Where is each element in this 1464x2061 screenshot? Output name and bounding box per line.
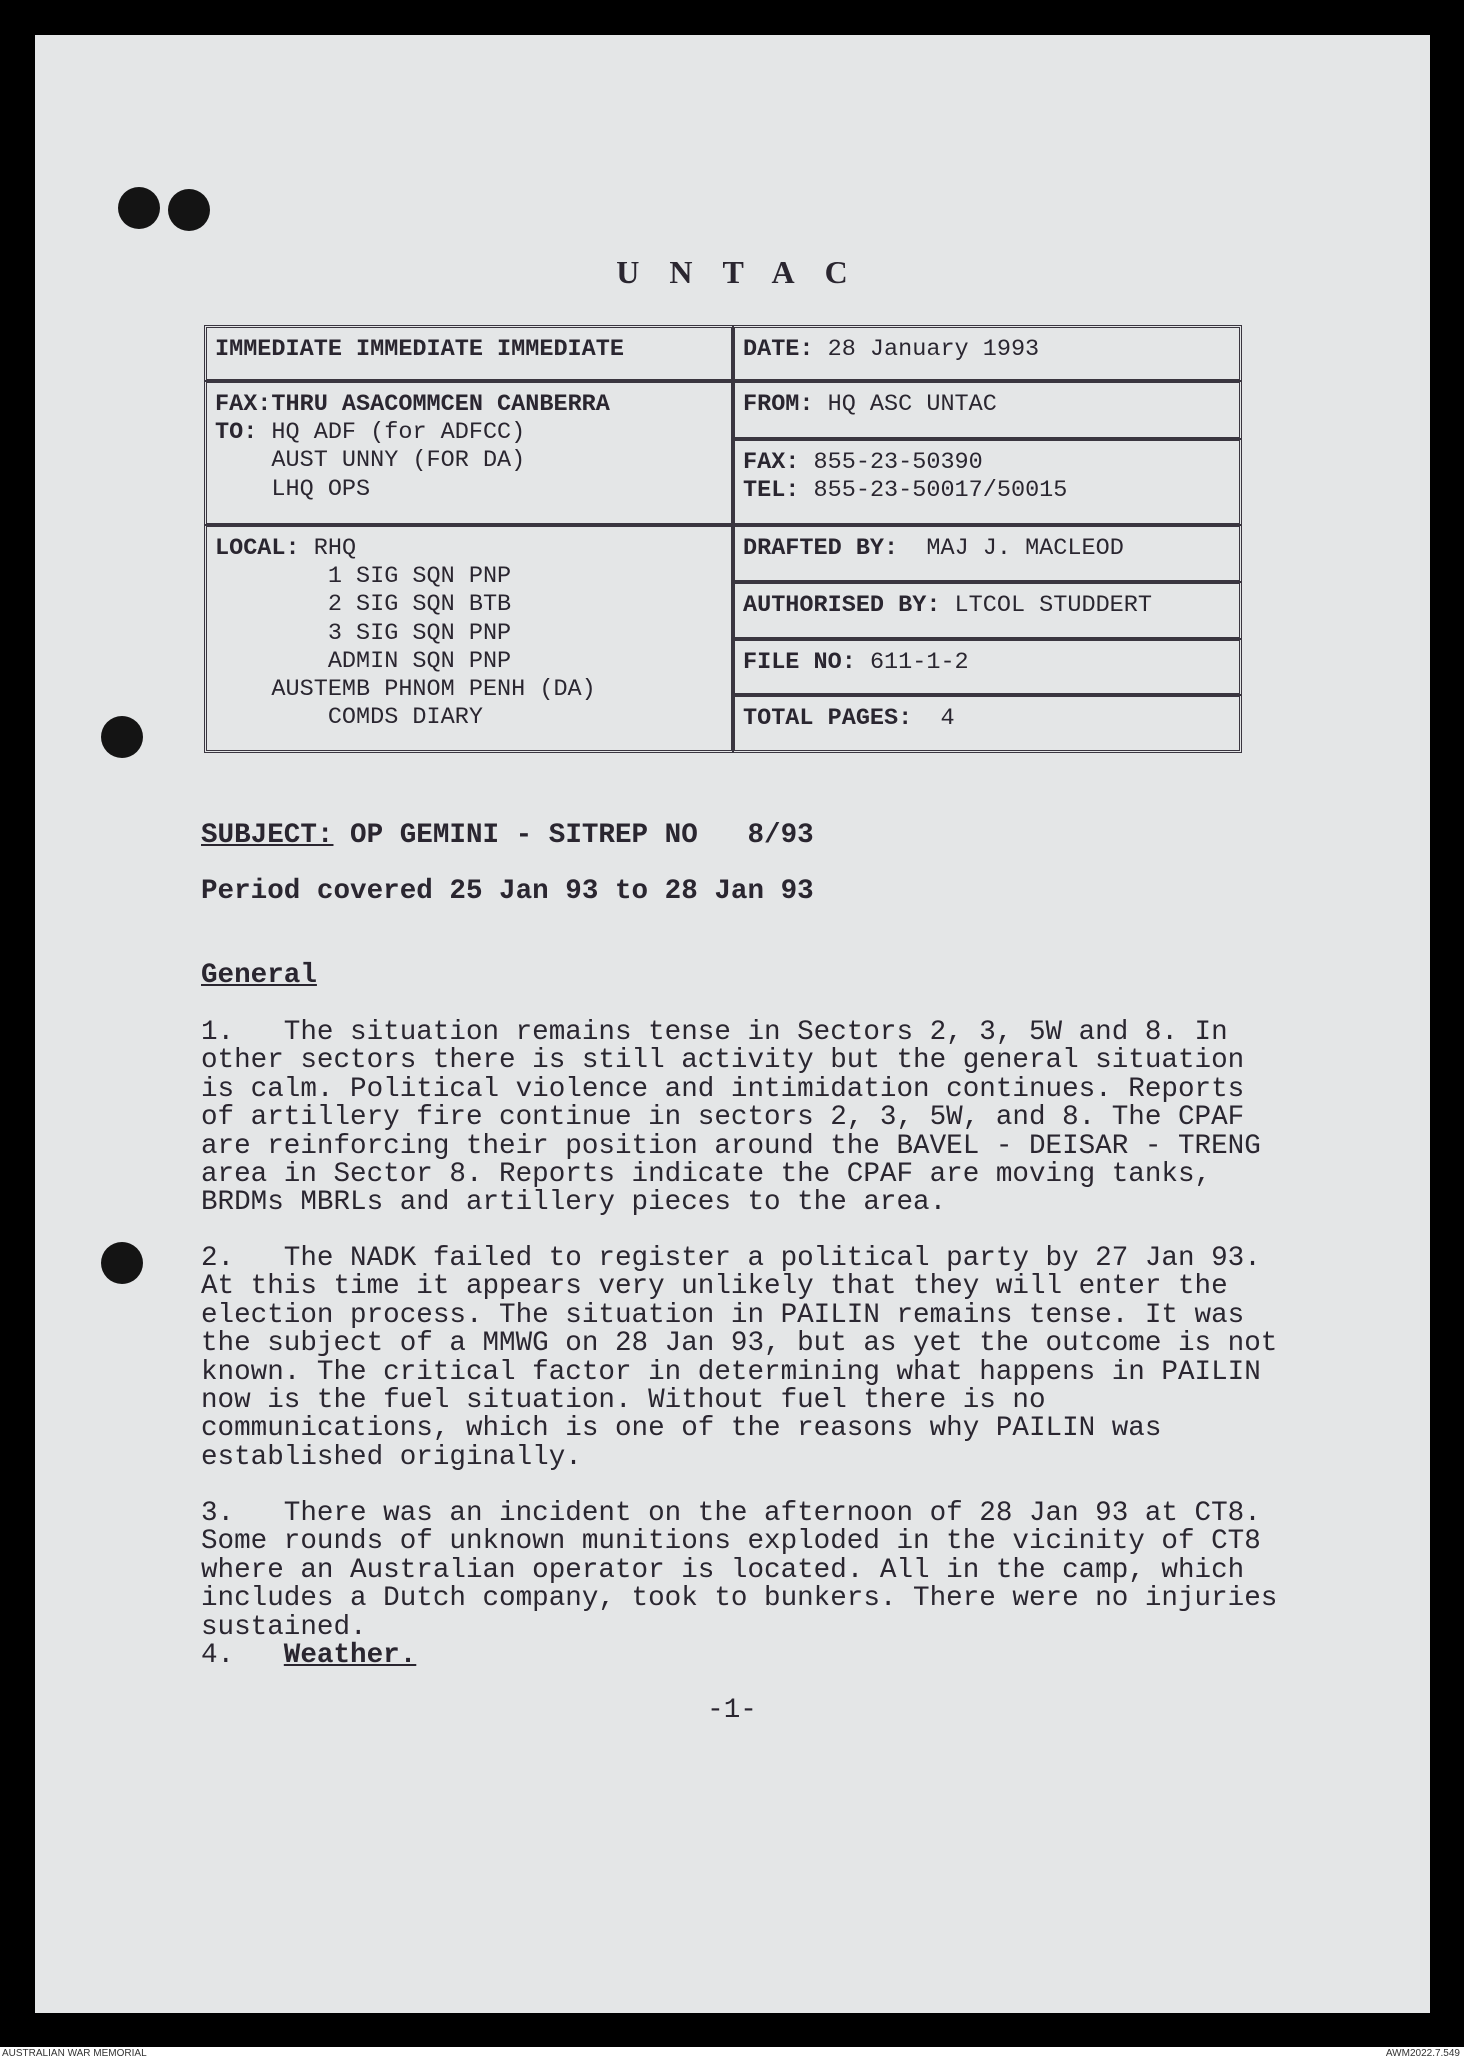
punch-hole bbox=[168, 189, 210, 231]
date-cell bbox=[732, 325, 1242, 382]
authorised-cell bbox=[732, 581, 1242, 640]
period-covered: Period covered 25 Jan 93 to 28 Jan 93 bbox=[201, 876, 814, 907]
paragraph-2: 2. The NADK failed to register a political party by 27 Jan 93. At this time it appears very unlikely that they will enter the election process. The situation in PAILIN remains tense. It was the subject of a MMWG on 28 Jan 93, but as yet the outcome is not known. The critical factor in determining what happens in PAILIN now is the fuel situation. Without fuel there is no communications, which is one of the reasons why PAILIN was established originally. bbox=[201, 1243, 1278, 1473]
pages-value: 4 bbox=[940, 705, 955, 732]
drafted-value: MAJ J. MACLEOD bbox=[926, 535, 1124, 562]
priority-text: IMMEDIATE IMMEDIATE IMMEDIATE bbox=[215, 336, 624, 363]
local-line: AUSTEMB PHNOM PENH (DA) bbox=[215, 676, 596, 704]
punch-hole bbox=[101, 1242, 143, 1284]
pages-cell bbox=[732, 694, 1242, 753]
from-label: FROM: bbox=[743, 391, 814, 418]
drafted-label: DRAFTED BY: bbox=[743, 535, 899, 562]
paragraph-number: 4. bbox=[201, 1640, 284, 1671]
page-number: -1- bbox=[707, 1695, 757, 1726]
to-label: TO: bbox=[215, 419, 258, 447]
date-value: 28 January 1993 bbox=[827, 336, 1040, 363]
punch-hole bbox=[101, 716, 143, 758]
date-label: DATE: bbox=[743, 336, 814, 363]
subject-line bbox=[201, 822, 814, 850]
fax-label: FAX: bbox=[215, 391, 272, 418]
from-cell bbox=[732, 380, 1242, 440]
addressee-cell bbox=[204, 380, 734, 526]
general-heading: General bbox=[201, 960, 317, 991]
authorised-label: AUTHORISED BY: bbox=[743, 592, 941, 619]
paragraph-4 bbox=[201, 1642, 416, 1670]
to-line: HQ ADF (for ADFCC) bbox=[271, 419, 526, 447]
from-value: HQ ASC UNTAC bbox=[827, 391, 997, 418]
local-cell bbox=[204, 524, 734, 753]
punch-hole bbox=[118, 187, 160, 229]
subject-label: SUBJECT: bbox=[201, 820, 334, 851]
paragraph-1: 1. The situation remains tense in Sectors 2, 3, 5W and 8. In other sectors there is still activity but the general situation is calm. Political violence and intimidation continues. Reports of artillery fire continue in sectors 2, 3, 5W, and 8. The CPAF are reinforcing their position around the BAVEL - DEISAR - TRENG area in Sector 8. Reports indicate the CPAF are moving tanks, BRDMs MBRLs and artillery pieces to the area. bbox=[201, 1017, 1261, 1219]
local-line: ADMIN SQN PNP bbox=[215, 647, 512, 675]
file-value: 611-1-2 bbox=[869, 649, 969, 676]
file-label: FILE NO: bbox=[743, 649, 856, 676]
local-label: LOCAL: bbox=[215, 535, 300, 562]
weather-heading: Weather. bbox=[283, 1640, 417, 1671]
local-line: RHQ bbox=[313, 535, 357, 562]
local-line: 2 SIG SQN BTB bbox=[215, 591, 512, 619]
local-line: COMDS DIARY bbox=[215, 704, 483, 732]
tel-label: TEL: bbox=[743, 477, 800, 505]
pages-label: TOTAL PAGES: bbox=[743, 705, 913, 732]
archive-footer bbox=[0, 2047, 1464, 2061]
local-line: 3 SIG SQN PNP bbox=[215, 619, 512, 647]
to-line: AUST UNNY (FOR DA) bbox=[215, 447, 526, 475]
fax-route: THRU ASACOMMCEN CANBERRA bbox=[271, 391, 610, 418]
fax-number-label: FAX: bbox=[743, 449, 800, 476]
file-cell bbox=[732, 638, 1242, 696]
archive-name: AUSTRALIAN WAR MEMORIAL bbox=[2, 2048, 147, 2059]
tel-number: 855-23-50017/50015 bbox=[813, 477, 1068, 505]
priority-cell bbox=[204, 325, 734, 382]
paragraph-3: 3. There was an incident on the afternoon of 28 Jan 93 at CT8. Some rounds of unknown munitions exploded in the vicinity of CT8 where an Australian operator is located. All in the camp, which includes a Dutch company, took to bunkers. There were no injuries sustained. bbox=[201, 1498, 1278, 1643]
to-line: LHQ OPS bbox=[215, 475, 371, 503]
document-title: UNTAC bbox=[616, 254, 878, 290]
fax-number: 855-23-50390 bbox=[813, 449, 983, 476]
archive-reference: AWM2022.7.549 bbox=[1385, 2048, 1460, 2059]
drafted-cell bbox=[732, 524, 1242, 583]
local-line: 1 SIG SQN PNP bbox=[215, 563, 512, 591]
authorised-value: LTCOL STUDDERT bbox=[954, 592, 1152, 619]
contact-cell bbox=[732, 438, 1242, 526]
subject-value: OP GEMINI - SITREP NO 8/93 bbox=[350, 820, 814, 851]
